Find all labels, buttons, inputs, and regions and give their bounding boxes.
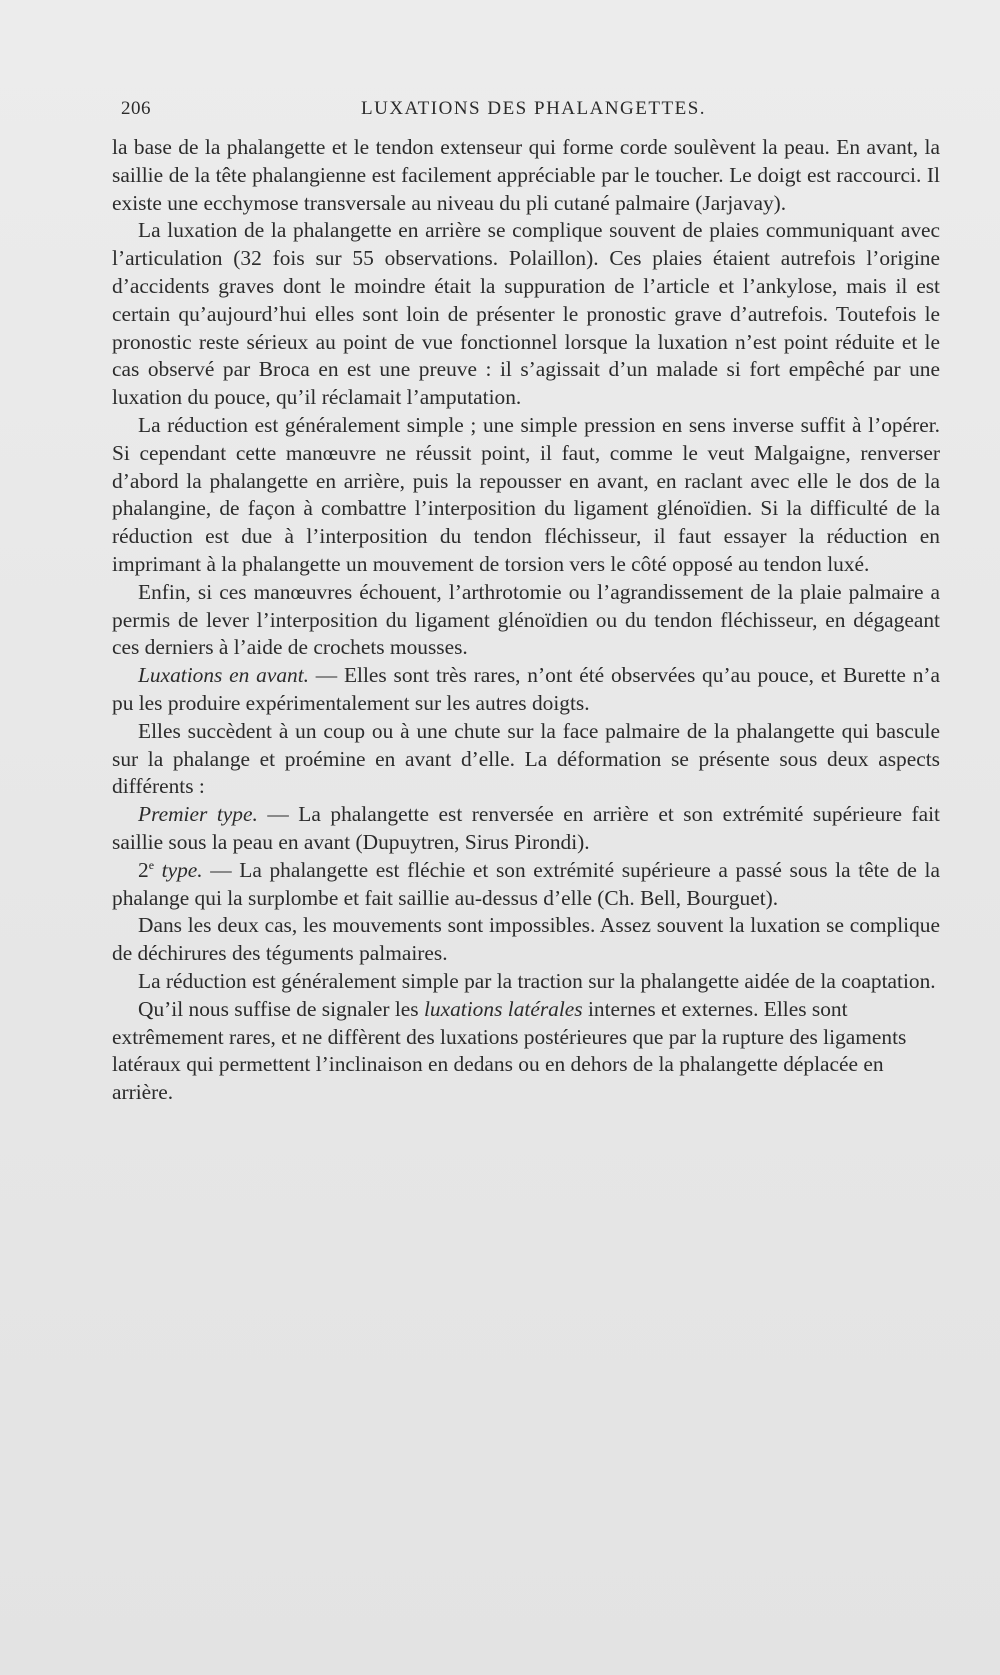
running-title: LUXATIONS DES PHALANGETTES.: [361, 98, 707, 119]
page-number: 206: [121, 98, 151, 119]
paragraph-text: — La phalangette est renversée en arrière et son extrémité supérieure fait saillie sous la peau en avant (Dupuytren, Sirus Pirondi).: [112, 802, 940, 854]
paragraph-both-cases: Dans les deux cas, les mouvements sont impossibles. Assez souvent la luxation se complique de déchirures des téguments palmaires.: [112, 913, 940, 966]
italic-heading-second-type: type.: [154, 857, 203, 882]
paragraph-lateral-luxations: [112, 996, 940, 1107]
paragraph-reduction: La réduction est généralement simple ; une simple pression en sens inverse suffit à l’opérer. Si cependant cette manœuvre ne réussit point, il faut, comme le veut Malgaigne, renverser d’abord la phalangette en arrière, puis la repousser en avant, en raclant avec elle le dos de la phalangine, de façon à combattre l’interposition du ligament glénoïdien. Si la difficulté de la réduction est due à l’interposition du tendon fléchisseur, il faut essayer la réduction en imprimant à la phalangette un mouvement de torsion vers le côté opposé au tendon luxé.: [112, 412, 940, 576]
paragraph-premier-type: [112, 801, 940, 857]
paragraph-arthrotomy: Enfin, si ces manœuvres échouent, l’arthrotomie ou l’agrandissement de la plaie palmaire a permis de lever l’interposition du ligament glénoïdien ou du tendon fléchisseur, en dégageant ces derniers à l’aide de crochets mousses.: [112, 579, 940, 660]
italic-term-luxations-laterales: luxations latérales: [423, 996, 583, 1021]
paragraph-mechanism: Elles succèdent à un coup ou à une chute sur la face palmaire de la phalangette qui bascule sur la phalange et proémine en avant d’elle. La déformation se présente sous deux aspects différents :: [112, 718, 940, 799]
italic-heading-premier-type: Premier type.: [138, 802, 258, 827]
paragraph-complications: La luxation de la phalangette en arrière se complique souvent de plaies communiquant avec l’articulation (32 fois sur 55 observations. Polaillon). Ces plaies étaient autrefois l’origine d’accidents graves dont le moindre était la suppuration de l’article et l’ankylose, mais il est certain qu’aujourd’hui elles sont loin de présenter le pronostic grave d’autrefois. Toutefois le pronostic reste sérieux au point de vue fonctionnel lorsque la luxation n’est point réduite et le cas observé par Broca en est une preuve : il s’agissait d’un malade si fort empêché par une luxation du pouce, qu’il réclamait l’amputation.: [112, 218, 940, 410]
paragraph-reduction-traction: La réduction est généralement simple par la traction sur la phalangette aidée de la coaptation.: [138, 968, 936, 993]
body-text: [112, 134, 940, 1107]
paragraph-text: — Elles sont très rares, n’ont été observées qu’au pouce, et Burette n’a pu les produire expérimentalement sur les autres doigts.: [112, 663, 941, 715]
italic-heading-luxations-en-avant: Luxations en avant.: [138, 663, 310, 688]
paragraph-luxations-en-avant: [112, 662, 940, 718]
superscript: e: [148, 857, 155, 872]
paragraph-text: — La phalangette est fléchie et son extrémité supérieure a passé sous la tête de la phalange qui la surplombe et fait saillie au-dessus d’elle (Ch. Bell, Bourguet).: [112, 857, 940, 910]
paragraph-text: Qu’il nous suffise de signaler les: [138, 996, 424, 1021]
paragraph-second-type: [112, 857, 940, 913]
page-header: [121, 98, 943, 124]
paragraph-text: internes et externes. Elles sont extrêmement rares, et ne diffèrent des luxations postérieures que par la rupture des ligaments latéraux qui permettent l’inclinaison en dedans ou en dehors de la phalangette déplacée en arrière.: [112, 996, 907, 1105]
type-number: 2: [138, 857, 149, 882]
paragraph-continuation: la base de la phalangette et le tendon extenseur qui forme corde soulèvent la peau. En avant, la saillie de la tête phalangienne est facilement appréciable par le toucher. Le doigt est raccourci. Il existe une ecchymose transversale au niveau du pli cutané palmaire (Jarjavay).: [112, 135, 940, 215]
